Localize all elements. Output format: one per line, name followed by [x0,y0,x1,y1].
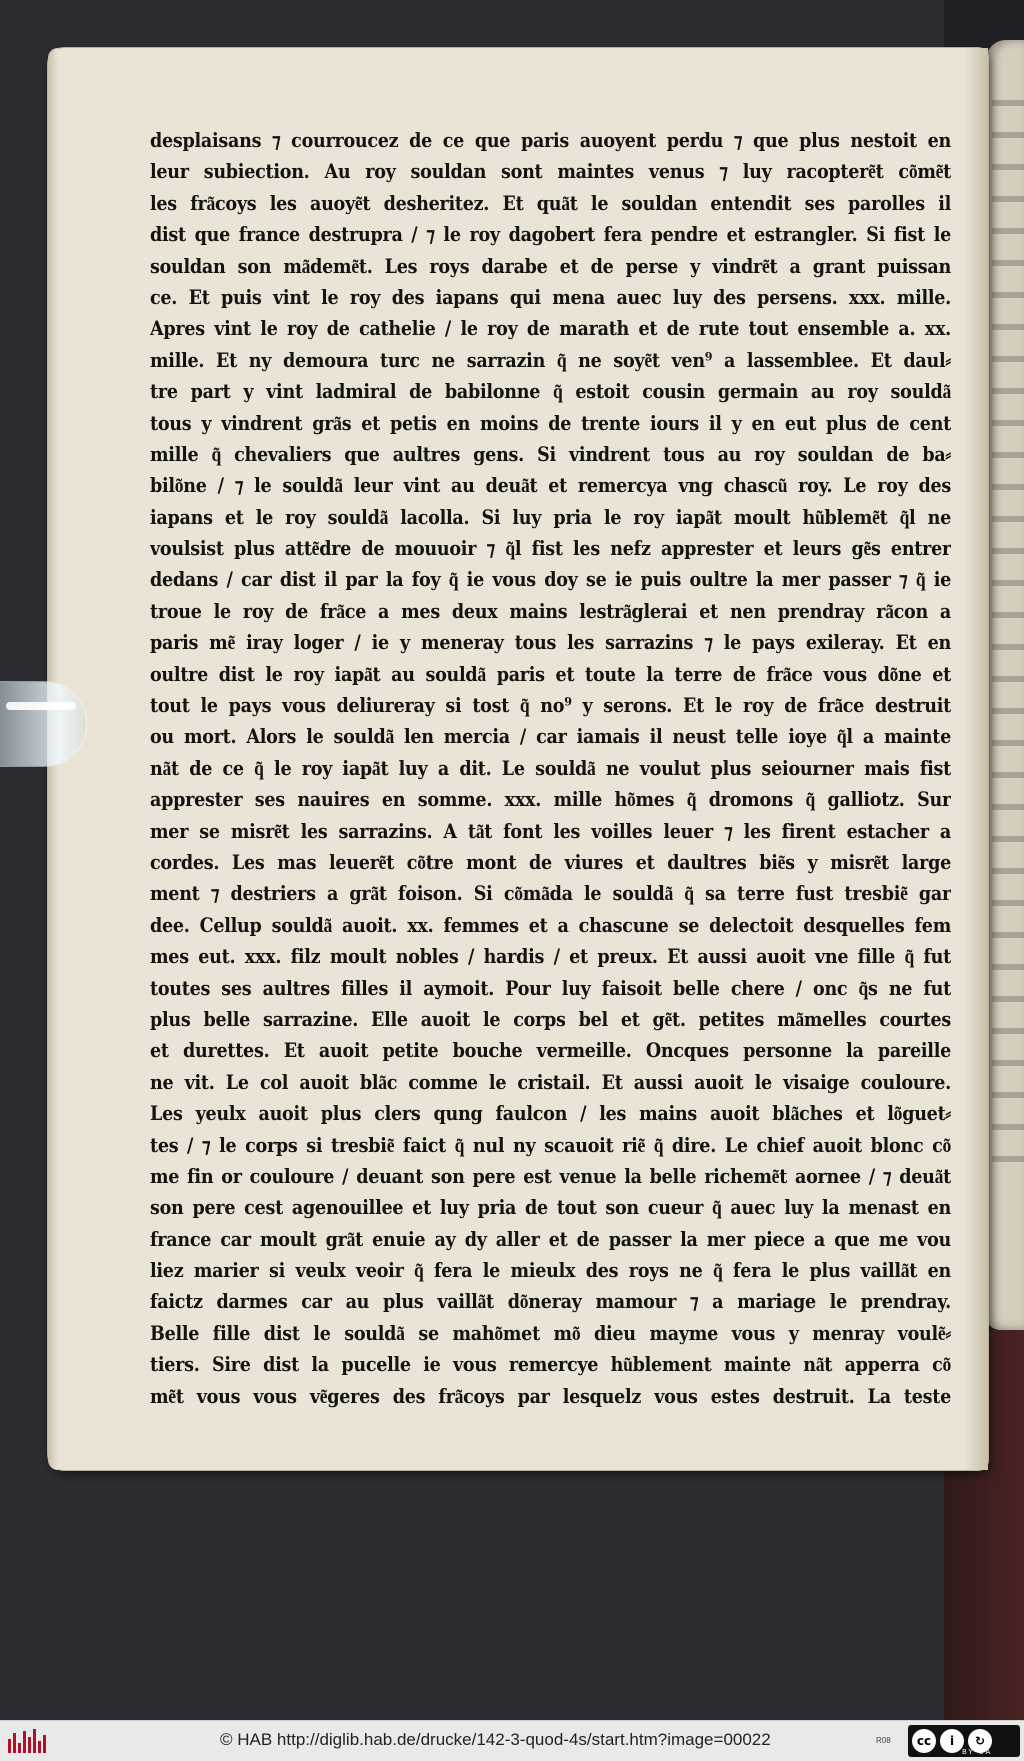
creative-commons-license-badge[interactable] [908,1725,1020,1757]
text-line: dist que france destrupra / ⁊ le roy dagobert fera pendre et estrangler. Si fist le [150,223,951,247]
text-line: Belle fille dist le soulda͂ se maho͂met mo͂ dieu mayme vous y menray voule͂⸗ [150,1321,951,1345]
text-line: voulsist plus atte͂dre de mouuoir ⁊ q͂l fist les nefz apprester et leurs ge͂s entrer [150,537,951,561]
text-line: plus belle sarrazine. Elle auoit le corps bel et ge͂t. petites ma͂melles courtes [150,1007,951,1031]
text-line: oultre dist le roy iapa͂t au soulda͂ paris et toute la terre de fra͂ce vous do͂ne et [150,662,951,686]
text-line: na͂t de ce q͂ le roy iapa͂t luy a dit. Le soulda͂ ne voulut plus seiourner mais fist [150,756,951,780]
text-line: liez marier si veulx veoir q͂ fera le mieulx des roys ne q͂ fera le plus vailla͂t en [150,1259,951,1283]
text-line: faictz darmes car au plus vailla͂t do͂neray mamour ⁊ a mariage le prendray. [150,1290,951,1314]
text-line: ne vit. Le col auoit bla͂c comme le cristail. Et aussi auoit le visaige couloure. [150,1070,951,1094]
by-attribution-icon: i [940,1729,964,1753]
text-line: les fra͂coys les auoye͂t desheritez. Et qua͂t le souldan entendit ses parolles il [150,191,951,215]
text-line: iapans et le roy soulda͂ lacolla. Si luy pria le roy iapa͂t moult hu͂bleme͂t q͂l ne [150,505,951,529]
text-line: ment ⁊ destriers a gra͂t foison. Si co͂ma͂da le soulda͂ q͂ sa terre fust tresbie͂ gar [150,882,951,906]
text-line: ou mort. Alors le soulda͂ len mercia / car iamais il neust telle ioye q͂l a mainte [150,725,951,749]
text-line: et durettes. Et auoit petite bouche vermeille. Oncques personne la pareille [150,1039,951,1063]
page-gutter-shadow [964,48,988,1470]
text-line: tous y vindrent gra͂s et petis en moins de trente iours il y en eut plus de cent [150,411,951,435]
copyright-link[interactable]: © HAB http://diglib.hab.de/drucke/142-3-quod-4s/start.htm?image=00022 [220,1730,771,1749]
printed-text-block [150,125,951,1412]
text-line: leur subiection. Au roy souldan sont maintes venus ⁊ luy racoptere͂t co͂me͂t [150,160,951,184]
viewer-footer [0,1720,1024,1761]
text-line: mille q͂ chevaliers que aultres gens. Si vindrent tous au roy souldan de ba⸗ [150,442,951,466]
text-line: dedans / car dist il par la foy q͂ ie vous doy se ie puis oultre la mer passer ⁊ q͂ ie [150,568,951,592]
hab-logo-icon [8,1729,48,1753]
text-line: Les yeulx auoit plus clers qung faulcon / les mains auoit bla͂ches et lo͂guet⸗ [150,1102,951,1126]
text-line: son pere cest agenouillee et luy pria de tout son cueur q͂ auec luy la menast en [150,1196,951,1220]
share-alike-icon: ↻ [968,1729,992,1753]
text-line: ce. Et puis vint le roy des iapans qui mena auec luy des persens. xxx. mille. [150,285,951,309]
text-line: tiers. Sire dist la pucelle ie vous remercye hu͂blement mainte na͂t apperra co͂ [150,1353,951,1377]
adjacent-page-edge [986,40,1024,1330]
page-clip-holder [0,682,86,766]
text-line: france car moult gra͂t enuie ay dy aller et de passer la mer piece a que me vou [150,1227,951,1251]
text-line: toutes ses aultres filles il aymoit. Pour luy faisoit belle chere / onc q͂s ne fut [150,976,951,1000]
text-line: troue le roy de fra͂ce a mes deux mains lestra͂glerai et nen prendray ra͂con a [150,599,951,623]
text-line: cordes. Les mas leuere͂t co͂tre mont de viures et daultres bie͂s y misre͂t large [150,850,951,874]
text-line: mes eut. xxx. filz moult nobles / hardis / et preux. Et aussi auoit vne fille q͂ fut [150,945,951,969]
text-line: mille. Et ny demoura turc ne sarrazin q͂ ne soye͂t ven⁹ a lassemblee. Et daul⸗ [150,348,951,372]
text-line: me͂t vous vous ve͂geres des fra͂coys par lesquelz vous estes destruit. La teste [150,1384,951,1408]
text-line: me fin or couloure / deuant son pere est venue la belle richeme͂t aornee / ⁊ deua͂t [150,1164,951,1188]
text-line: souldan son ma͂deme͂t. Les roys darabe et de perse y vindre͂t a grant puissan [150,254,951,278]
license-label: BY SA [962,1748,993,1756]
cc-icon: cc [912,1729,936,1753]
clip-highlight [6,702,76,710]
text-line: tes / ⁊ le corps si tresbie͂ faict q͂ nul ny scauoit rie͂ q͂ dire. Le chief auoit blonc co͂ [150,1133,951,1157]
text-line: bilo͂ne / ⁊ le soulda͂ leur vint au deua͂t et remercya vng chascu͂ roy. Le roy des [150,474,951,498]
text-line: paris me͂ iray loger / ie y meneray tous les sarrazins ⁊ le pays exileray. Et en [150,631,951,655]
page-identifier: R08 [876,1736,891,1745]
text-line: tre part y vint ladmiral de babilonne q͂ estoit cousin germain au roy soulda͂ [150,380,951,404]
text-line: tout le pays vous deliureray si tost q͂ no⁹ y serons. Et le roy de fra͂ce destruit [150,694,951,718]
text-line: Apres vint le roy de cathelie / le roy de marath et de rute tout ensemble a. xx. [150,317,951,341]
text-line: dee. Cellup soulda͂ auoit. xx. femmes et a chascune se delectoit desquelles fem [150,913,951,937]
text-line: apprester ses nauires en somme. xxx. mille ho͂mes q͂ dromons q͂ galliotz. Sur [150,788,951,812]
text-line: desplaisans ⁊ courroucez de ce que paris auoyent perdu ⁊ que plus nestoit en [150,129,951,152]
text-line: mer se misre͂t les sarrazins. A ta͂t font les voilles leuer ⁊ les firent estacher a [150,819,951,843]
